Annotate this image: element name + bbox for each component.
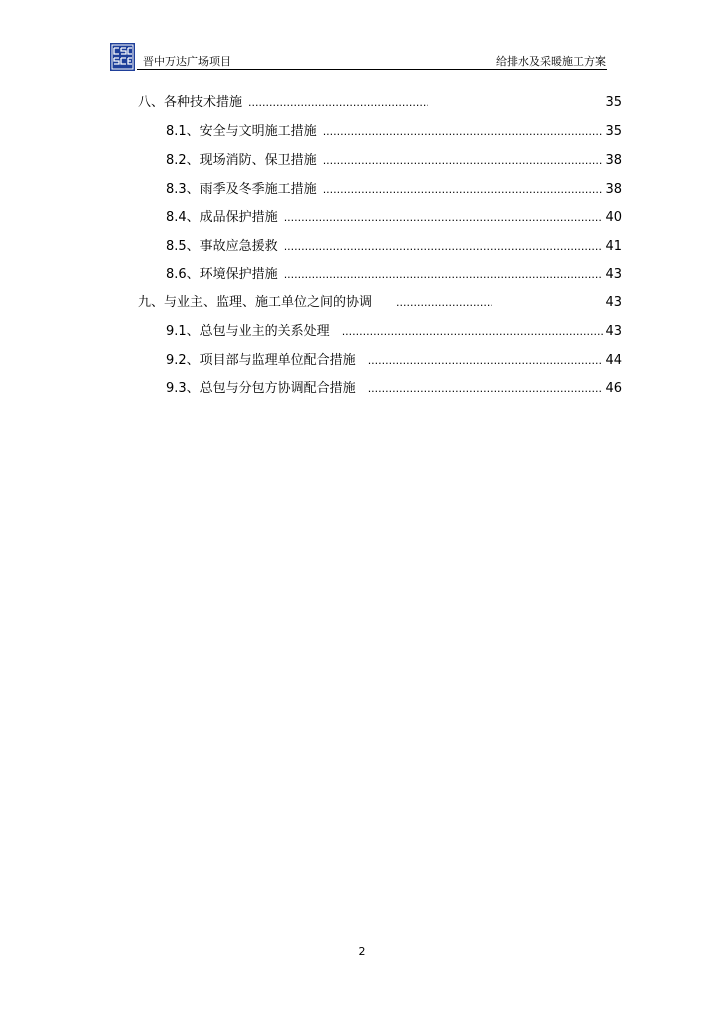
toc-leader (284, 209, 604, 227)
toc-entry[interactable] (138, 294, 622, 312)
page-number: 2 (358, 945, 366, 958)
toc-entry-page: 41 (605, 239, 622, 254)
toc-entry[interactable] (166, 209, 622, 227)
toc-leader (284, 238, 604, 256)
header-document-title: 给排水及采暖施工方案 (496, 55, 606, 68)
toc-entry[interactable] (166, 323, 622, 341)
toc-leader (396, 294, 492, 312)
toc-leader (342, 323, 604, 341)
toc-entry-label: 8.6、环境保护措施 (166, 267, 278, 282)
toc-entry[interactable] (166, 380, 622, 398)
toc-entry[interactable] (166, 152, 622, 170)
toc-entry[interactable] (166, 123, 622, 141)
toc-entry-label: 9.1、总包与业主的关系处理 (166, 324, 330, 339)
toc-entry[interactable] (166, 181, 622, 199)
toc-entry-page: 38 (605, 153, 622, 168)
toc-entry[interactable] (166, 352, 622, 370)
toc-entry-label: 9.2、项目部与监理单位配合措施 (166, 353, 356, 368)
header-project-name: 晋中万达广场项目 (143, 55, 231, 68)
header-rule (137, 69, 607, 70)
toc-entry[interactable] (166, 238, 622, 256)
toc-entry-page: 35 (605, 124, 622, 139)
toc-entry-label: 8.5、事故应急援救 (166, 239, 278, 254)
toc-leader (323, 123, 604, 141)
toc-leader (248, 94, 428, 112)
toc-entry-page: 43 (605, 267, 622, 282)
toc-entry[interactable] (138, 94, 622, 112)
toc-entry-label: 九、与业主、监理、施工单位之间的协调 (138, 295, 373, 310)
toc-leader (323, 152, 604, 170)
toc-entry-page: 38 (605, 182, 622, 197)
toc-entry[interactable] (166, 266, 622, 284)
toc-entry-label: 八、各种技术措施 (138, 95, 243, 110)
toc-entry-label: 8.2、现场消防、保卫措施 (166, 153, 317, 168)
toc-entry-page: 46 (605, 381, 622, 396)
toc-entry-page: 44 (605, 353, 622, 368)
toc-entry-page: 43 (605, 324, 622, 339)
toc-entry-page: 40 (605, 210, 622, 225)
toc-entry-page: 35 (605, 95, 622, 110)
toc-leader (284, 266, 604, 284)
cscec-logo-icon (110, 43, 135, 71)
toc-entry-label: 8.4、成品保护措施 (166, 210, 278, 225)
toc-entry-page: 43 (605, 295, 622, 310)
toc-leader (323, 181, 604, 199)
toc-entry-label: 9.3、总包与分包方协调配合措施 (166, 381, 356, 396)
toc-leader (368, 380, 604, 398)
toc-entry-label: 8.3、雨季及冬季施工措施 (166, 182, 317, 197)
toc-leader (368, 352, 604, 370)
toc-entry-label: 8.1、安全与文明施工措施 (166, 124, 317, 139)
